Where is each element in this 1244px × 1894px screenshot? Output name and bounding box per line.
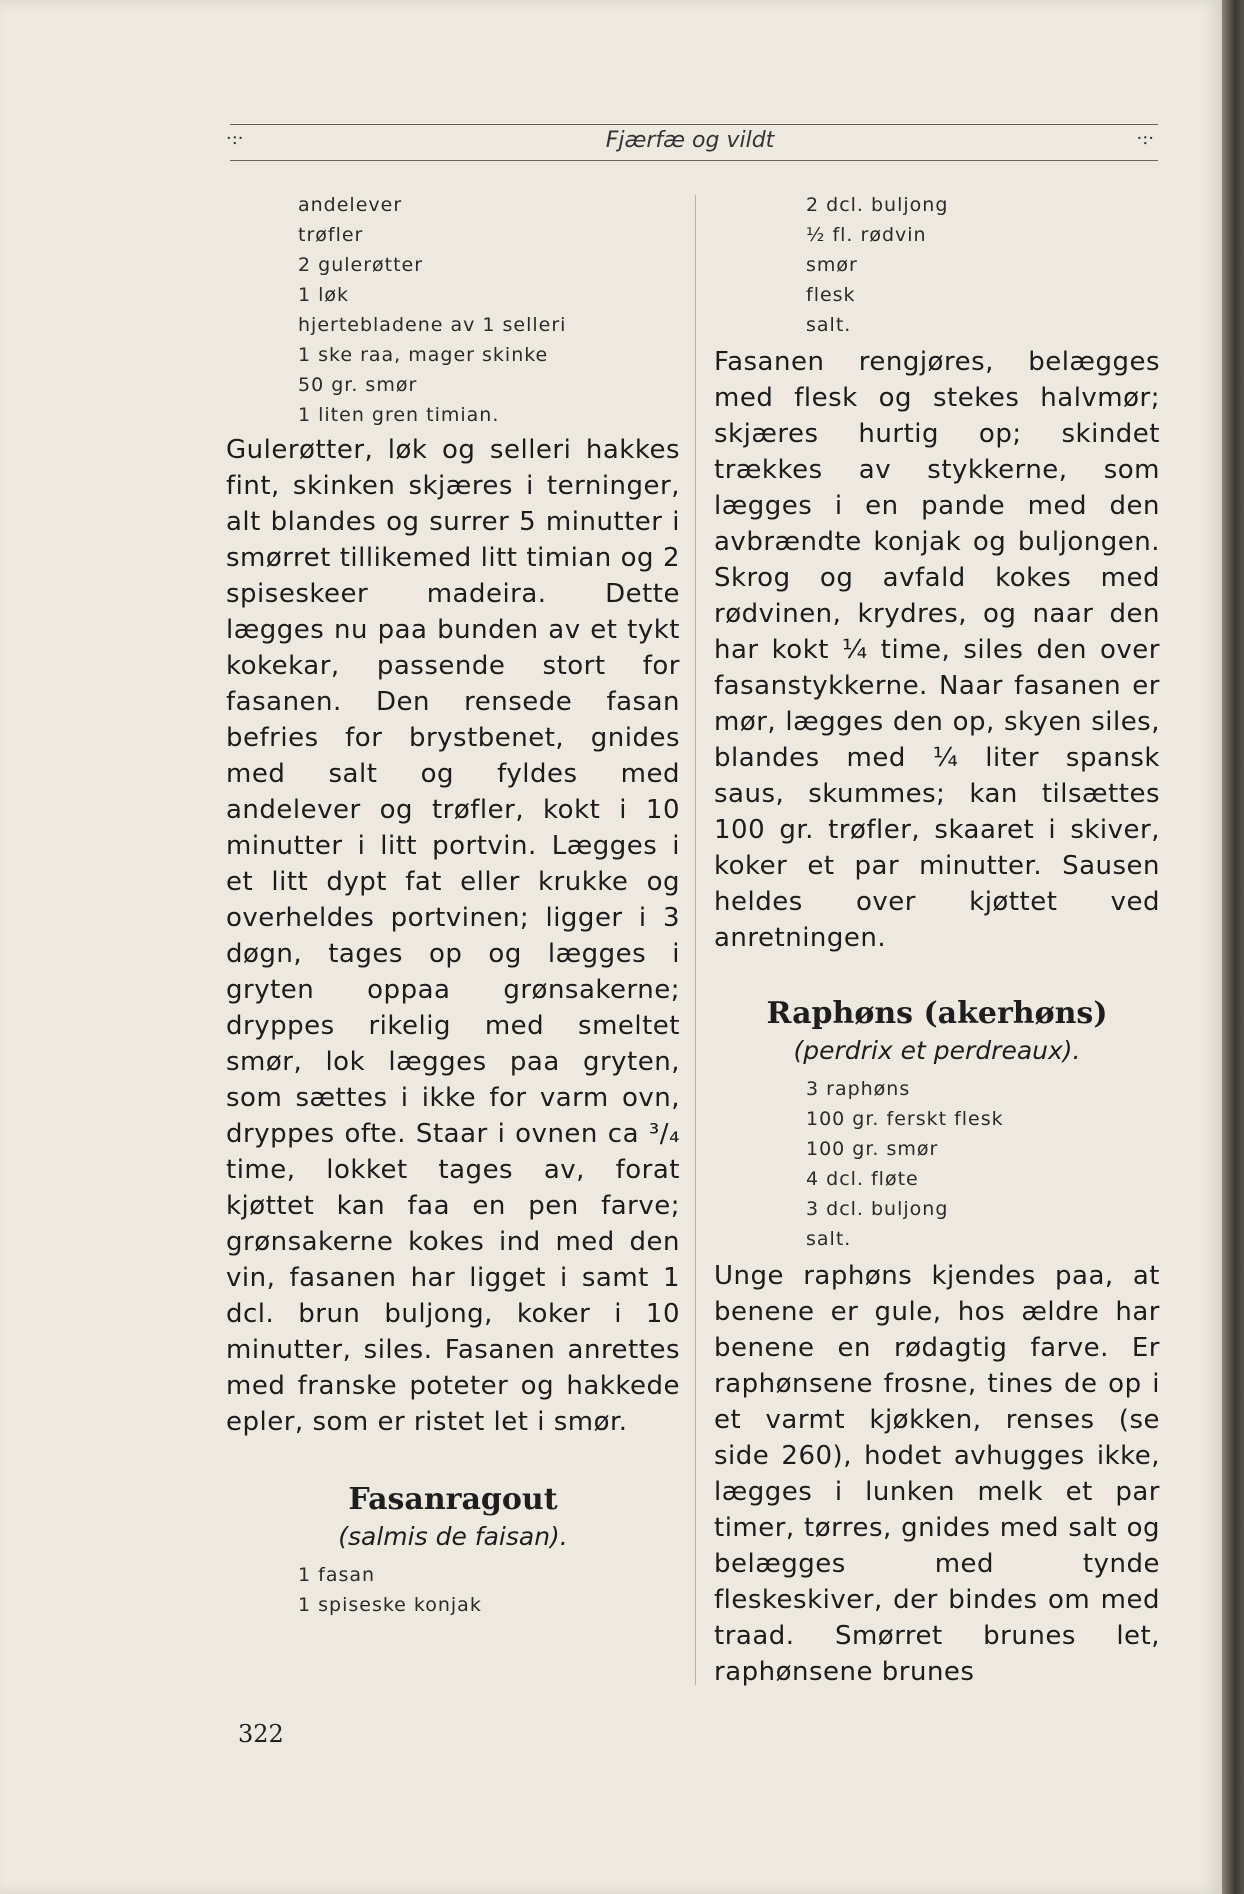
- left-column: [226, 190, 680, 1620]
- fasanragout-instructions-paragraph: Fasanen rengjøres, belægges med flesk og stekes halvmør; skjæres hurtig op; skindet trækkes av stykkerne, som lægges i en pande med den avbrændte konjak og buljongen. Skrog og avfald kokes med rødvinen, krydres, og naar den har kokt ¼ time, siles den over fasanstykkerne. Naar fasanen er mør, lægges den op, skyen siles, blandes med ¼ liter spansk saus, skummes; kan tilsættes 100 gr. trøfler, skaaret i skiver, koker et par minutter. Sausen heldes over kjøttet ved anretningen.: [714, 347, 1160, 953]
- recipe-subtitle-raphons: (perdrix et perdreaux).: [793, 1036, 1081, 1065]
- ingredient-item: 1 løk: [298, 284, 350, 306]
- recipe-subtitle-fasanragout: (salmis de faisan).: [338, 1522, 568, 1551]
- recipe-title-raphons: Raphøns (akerhøns): [766, 996, 1108, 1031]
- ingredient-item: hjertebladene av 1 selleri: [298, 314, 567, 336]
- page-number: 322: [238, 1720, 284, 1748]
- header-ornament-left: ·:·: [226, 128, 244, 149]
- ingredient-item: 1 liten gren timian.: [298, 404, 500, 426]
- ingredient-item: 3 raphøns: [806, 1078, 911, 1100]
- header-rule-bottom: [230, 160, 1158, 161]
- ingredient-item: 100 gr. ferskt flesk: [806, 1108, 1004, 1130]
- ingredient-item: flesk: [806, 284, 856, 306]
- raphons-instructions-paragraph: Unge raphøns kjendes paa, at benene er gule, hos ældre har benene en rødagtig farve. Er raphønsene frosne, tines de op i et varmt kjøkken, renses (se side 260), hodet avhugges ikke, lægges i lunken melk et par timer, tørres, gnides med salt og belægges med tynde fleskeskiver, der bindes om med traad. Smørret brunes let, raphønsene brunes: [714, 1261, 1160, 1687]
- ingredient-list-raphons: [714, 1074, 1160, 1254]
- running-header-title: Fjærfæ og vildt: [605, 128, 775, 153]
- column-divider: [695, 195, 696, 1685]
- ingredient-item: trøfler: [298, 224, 364, 246]
- ingredient-item: 4 dcl. fløte: [806, 1168, 919, 1190]
- ingredient-list-fasanragout: [226, 1560, 680, 1620]
- right-column: [714, 190, 1160, 1690]
- ingredient-item: salt.: [806, 1228, 852, 1250]
- ingredient-item: ½ fl. rødvin: [806, 224, 927, 246]
- ingredient-item: 50 gr. smør: [298, 374, 418, 396]
- ingredient-list-fasanragout-cont: [714, 190, 1160, 340]
- ingredient-item: smør: [806, 254, 858, 276]
- ingredient-item: 100 gr. smør: [806, 1138, 939, 1160]
- header-ornament-right: ·:·: [1136, 128, 1154, 149]
- ingredient-item: 1 fasan: [298, 1564, 376, 1586]
- ingredient-item: 2 dcl. buljong: [806, 194, 949, 216]
- header-rule-top: [230, 124, 1158, 125]
- ingredient-item: 1 ske raa, mager skinke: [298, 344, 549, 366]
- ingredient-item: 3 dcl. buljong: [806, 1198, 949, 1220]
- ingredient-item: andelever: [298, 194, 403, 216]
- recipe-instructions-paragraph: Gulerøtter, løk og selleri hakkes fint, skinken skjæres i terninger, alt blandes og surrer 5 minutter i smørret tillikemed litt timian og 2 spiseskeer madeira. Dette lægges nu paa bunden av et tykt kokekar, passende stort for fasanen. Den rensede fasan befries for brystbenet, gnides med salt og fyldes med andelever og trøfler, kokt i 10 minutter i litt portvin. Lægges i et litt dypt fat eller krukke og overheldes portvinen; ligger i 3 døgn, tages op og lægges i gryten oppaa grønsakerne; dryppes rikelig med smeltet smør, lok lægges paa gryten, som sættes i ikke for varm ovn, dryppes ofte. Staar i ovnen ca ³/₄ time, lokket tages av, forat kjøttet kan faa en pen farve; grønsakerne kokes ind med den vin, fasanen har ligget i samt 1 dcl. brun buljong, koker i 10 minutter, siles. Fasanen anrettes med franske poteter og hakkede epler, som er ristet let i smør.: [226, 435, 680, 1437]
- ingredient-item: salt.: [806, 314, 852, 336]
- recipe-title-fasanragout: Fasanragout: [348, 1482, 558, 1517]
- ingredient-item: 2 gulerøtter: [298, 254, 424, 276]
- ingredient-item: 1 spiseske konjak: [298, 1594, 482, 1616]
- ingredient-list-left: [226, 190, 680, 430]
- running-header: [220, 128, 1160, 158]
- book-spine-edge: [1222, 0, 1244, 1894]
